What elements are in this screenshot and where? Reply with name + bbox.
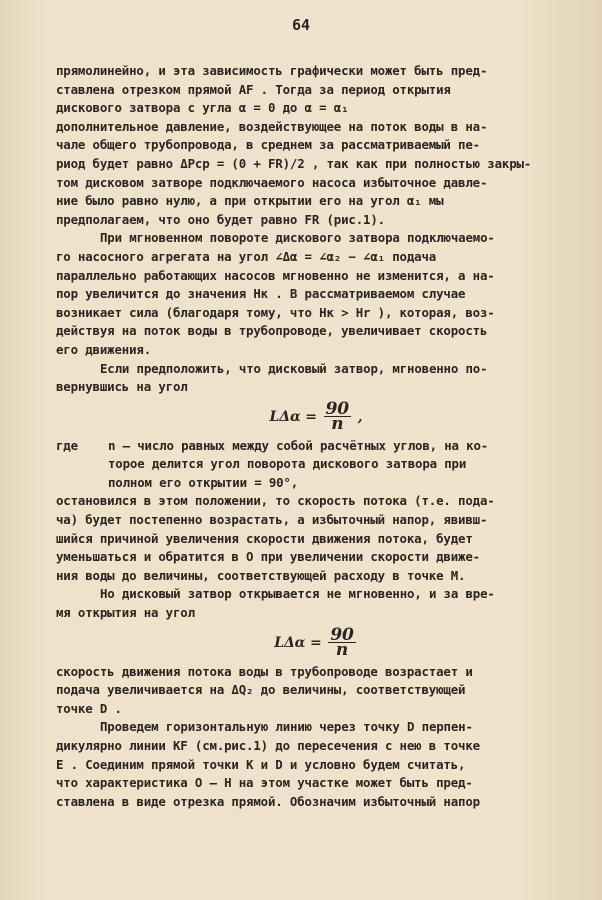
text-line: действуя на поток воды в трубопроводе, увеличивает скорость (56, 323, 488, 339)
text-line: возникает сила (благодаря тому, что Hк > Hr ), которая, воз- (56, 304, 495, 320)
text-line: пор увеличится до значения Hк . В рассматриваемом случае (56, 286, 466, 302)
text-line: дополнительное давление, воздействующее на поток воды в на- (56, 118, 488, 134)
text-line: остановился в этом положении, то скорость потока (т.е. пода- (56, 493, 495, 509)
formula-1-fraction (324, 399, 351, 435)
paragraph-block-2 (56, 492, 576, 622)
text-line: Проведем горизонтальную линию через точку D перпен- (100, 719, 473, 735)
text-line: шийся причиной увеличения скорости движения потока, будет (56, 530, 473, 546)
page-number: 64 (291, 16, 311, 34)
text-line: прямолинейно, и эта зависимость графически может быть пред- (56, 63, 488, 78)
text-line: дискового затвора с угла α = 0 до α = α₁ (56, 100, 349, 116)
text-line: ставлена отрезком прямой AF . Тогда за период открытия (56, 81, 451, 97)
text-line: что характеристика О – Н на этом участке может быть пред- (56, 775, 473, 791)
text-line: параллельно работающих насосов мгновенно не изменится, а на- (56, 267, 495, 283)
text-line: ния воды до величины, соответствующей расходу в точке М. (56, 567, 466, 583)
formula-1-numerator: 90 (325, 399, 349, 420)
text-line: При мгновенном повороте дискового затвора подключаемо- (100, 230, 495, 246)
formula-2-numerator: 90 (330, 625, 354, 646)
text-line: риод будет равно ΔPср = (0 + FR)/2 , так как при полностью закры- (56, 155, 532, 171)
text-line: его движения. (56, 341, 152, 357)
where-body (108, 437, 576, 493)
formula-2-prefix: LΔα = (274, 634, 322, 651)
text-line: предполагаем, что оно будет равно FR (рис.1). (56, 211, 385, 227)
text-line: го насосного агрегата на угол ∠Δα = ∠α₂ − ∠α₁ подача (56, 248, 437, 264)
text-line: чале общего трубопровода, в среднем за рассматриваемый пе- (56, 137, 480, 153)
text-line: E . Соединим прямой точки K и D и условно будем считать, (56, 756, 466, 772)
formula-1-prefix: LΔα = (269, 408, 317, 425)
text-line: торое делится угол поворота дискового затвора при (108, 456, 467, 472)
paragraph-block-1 (56, 62, 576, 397)
text-line: мя открытия на угол (56, 605, 195, 621)
where-block (56, 437, 576, 493)
text-line: точке D . (56, 700, 122, 716)
paragraph-block-3 (56, 663, 576, 812)
body-text (56, 62, 576, 811)
text-line: дикулярно линии KF (см.рис.1) до пересечения с нею в точке (56, 738, 480, 753)
formula-2-fraction (328, 625, 355, 661)
text-line: подача увеличивается на ΔQ₂ до величины, соответствующей (56, 682, 466, 698)
formula-angle-2 (56, 623, 576, 663)
text-line: уменьшаться и обратится в О при увеличении скорости движе- (56, 549, 480, 565)
text-line: ние было равно нулю, а при открытии его на угол α₁ мы (56, 193, 444, 209)
text-line: вернувшись на угол (56, 379, 188, 395)
text-line: n – число равных между собой расчётных углов, на ко- (108, 437, 489, 453)
formula-1-denominator: n (331, 414, 344, 435)
formula-1-suffix: , (357, 408, 363, 425)
text-line: полном его открытии = 90°, (108, 474, 299, 490)
text-line: ча) будет постепенно возрастать, а избыточный напор, явивш- (56, 512, 488, 528)
formula-2-denominator: n (335, 640, 349, 661)
formula-angle-1 (56, 397, 576, 437)
text-line: Если предположить, что дисковый затвор, мгновенно по- (100, 360, 488, 376)
text-line: скорость движения потока воды в трубопроводе возрастает и (56, 663, 473, 679)
text-line: ставлена в виде отрезка прямой. Обозначим избыточный напор (56, 793, 480, 809)
text-line: Но дисковый затвор открывается не мгновенно, и за вре- (100, 586, 495, 602)
text-line: том дисковом затворе подключаемого насоса избыточное давле- (56, 174, 488, 190)
where-label: где (56, 437, 78, 453)
